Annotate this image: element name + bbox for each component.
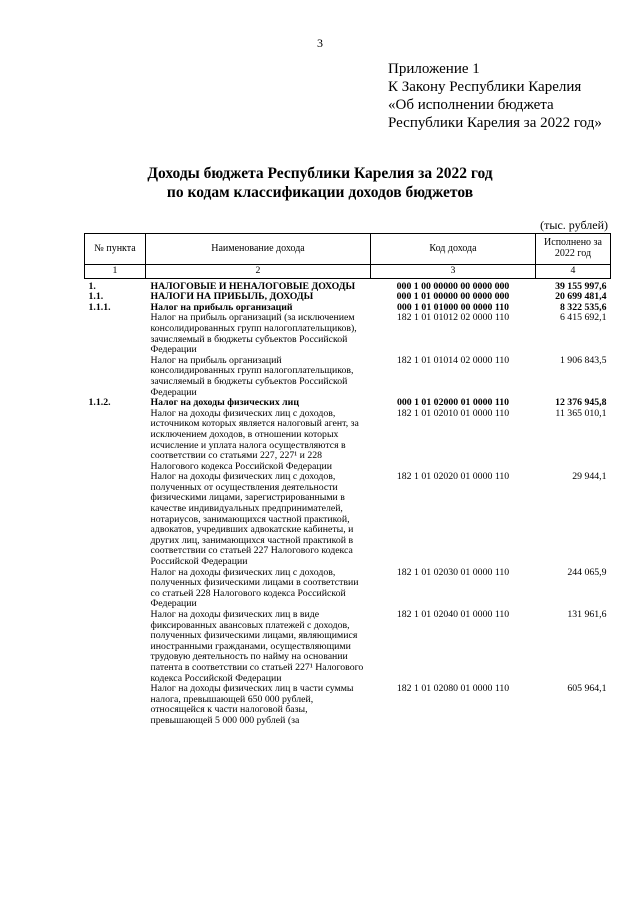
- row-number: [85, 472, 146, 567]
- row-code: 000 1 00 00000 00 0000 000: [396, 280, 510, 292]
- row-name: Налог на доходы физических лиц в части суммы налога, превышающей 650 000 рублей, относящейся к части налоговой базы, превышающей 5 000 000 рублей (за: [150, 683, 354, 726]
- row-amount: 131 961,6: [567, 609, 607, 620]
- row-amount: 605 964,1: [567, 683, 607, 695]
- row-code: 182 1 01 01012 02 0000 110: [396, 312, 510, 324]
- row-name: Налог на доходы физических лиц: [150, 397, 299, 409]
- row-code: 182 1 01 02040 01 0000 110: [396, 609, 510, 620]
- appendix-line: «Об исполнении бюджета: [388, 97, 554, 113]
- table-header-row: [85, 234, 611, 265]
- column-number: 1: [85, 265, 146, 279]
- header-code: Код дохода: [371, 234, 536, 265]
- row-name: НАЛОГОВЫЕ И НЕНАЛОГОВЫЕ ДОХОДЫ: [150, 280, 356, 292]
- row-amount: 11 365 010,1: [555, 407, 607, 419]
- row-number: [85, 356, 146, 398]
- row-name: Налог на доходы физических лиц с доходов, полученных физическими лицами в соответствии со статьей 228 Налогового кодекса Российской Федерации: [150, 566, 359, 610]
- income-table: [84, 233, 611, 727]
- row-amount: 1 906 843,5: [559, 354, 607, 366]
- table-row: [85, 684, 611, 726]
- row-amount: 29 944,1: [572, 471, 607, 483]
- row-amount: 20 699 481,4: [555, 291, 607, 303]
- table-row: [85, 409, 611, 473]
- table-body: [85, 278, 611, 726]
- row-name: Налог на доходы физических лиц с доходов, полученных от осуществления деятельности физическими лицами, зарегистрированными в качестве индивидуальных предпринимателей, нотариусов, занимающихся частной практикой, адвокатов, учредивших адвокатские кабинеты, и других лиц, занимающихся частной практикой в соответствии со статьей 227 Налогового кодекса Российской Федерации: [150, 471, 354, 568]
- row-name: Налог на доходы физических лиц в виде фиксированных авансовых платежей с доходов, полученных физическими лицами, являющимися иностранными гражданами, осуществляющими трудовую деятельность по найму на основании патента в соответствии со статьей 227¹ Налогового кодекса Российской Федерации: [150, 609, 364, 684]
- column-number: 2: [146, 265, 371, 279]
- row-amount: 6 415 692,1: [559, 312, 607, 324]
- row-amount: 8 322 535,6: [559, 301, 607, 313]
- row-code: 000 1 01 01000 00 0000 110: [396, 301, 510, 313]
- table-row: [85, 472, 611, 567]
- units-label: (тыс. рублей): [540, 218, 608, 232]
- row-number: 1.1.: [88, 291, 104, 303]
- header-name: Наименование дохода: [146, 234, 371, 265]
- appendix-line: Приложение 1: [388, 61, 480, 77]
- document-title: [0, 164, 640, 202]
- row-name: Налог на прибыль организаций (за исключением консолидированных групп налогоплательщиков), зачисляемый в бюджеты субъектов Российской Федерации: [150, 312, 357, 356]
- column-number: 4: [536, 265, 611, 279]
- row-code: 000 1 01 00000 00 0000 000: [396, 291, 510, 303]
- row-code: 000 1 01 02000 01 0000 110: [396, 397, 510, 409]
- row-number: 1.: [88, 280, 96, 292]
- header-executed: Исполнено за 2022 год: [536, 234, 611, 265]
- row-name: Налог на доходы физических лиц с доходов, источником которых является налоговый агент, за исключением доходов, в отношении которых исчисление и уплата налога осуществляются в соответствии со статьями 227, 227¹ и 228 Налогового кодекса Российской Федерации: [150, 407, 359, 472]
- row-amount: 244 065,9: [567, 566, 607, 578]
- appendix-line: Республики Карелия за 2022 год»: [388, 115, 602, 131]
- row-number: [85, 568, 146, 610]
- page-number: 3: [317, 36, 323, 50]
- row-name: НАЛОГИ НА ПРИБЫЛЬ, ДОХОДЫ: [150, 291, 314, 303]
- row-number: [85, 684, 146, 726]
- row-amount: 12 376 945,8: [555, 397, 607, 409]
- row-code: 182 1 01 02010 01 0000 110: [396, 407, 510, 419]
- row-name: Налог на прибыль организаций: [150, 301, 293, 313]
- table-row: [85, 313, 611, 355]
- header-num: № пункта: [85, 234, 146, 265]
- row-number: 1.1.2.: [88, 397, 111, 409]
- row-number: [85, 313, 146, 355]
- column-number-row: [85, 265, 611, 279]
- row-amount: 39 155 997,6: [555, 280, 607, 292]
- row-code: 182 1 01 02030 01 0000 110: [396, 566, 510, 578]
- title-line: Доходы бюджета Республики Карелия за 2022 год: [147, 165, 493, 182]
- row-number: [85, 610, 146, 684]
- row-name: Налог на прибыль организаций консолидированных групп налогоплательщиков, зачисляемый в бюджеты субъектов Российской Федерации: [150, 354, 354, 398]
- row-code: 182 1 01 02020 01 0000 110: [396, 471, 510, 483]
- column-number: 3: [371, 265, 536, 279]
- row-number: 1.1.1.: [88, 301, 111, 313]
- appendix-line: К Закону Республики Карелия: [388, 79, 582, 95]
- row-code: 182 1 01 02080 01 0000 110: [396, 683, 510, 695]
- table-row: [85, 568, 611, 610]
- title-line: по кодам классификации доходов бюджетов: [166, 184, 474, 201]
- row-code: 182 1 01 01014 02 0000 110: [396, 354, 510, 366]
- table-row: [85, 610, 611, 684]
- table-row: [85, 356, 611, 398]
- appendix-block: [388, 60, 602, 132]
- row-number: [85, 409, 146, 473]
- table-row: [85, 278, 611, 292]
